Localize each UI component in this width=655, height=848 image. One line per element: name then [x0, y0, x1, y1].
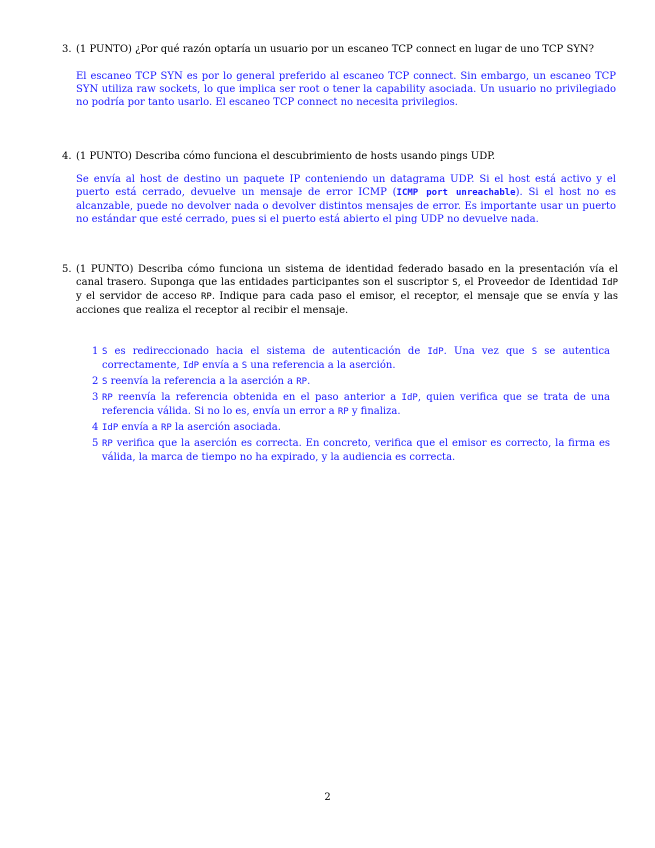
step-code: S [102, 377, 108, 387]
step-text: una referencia a la aserción. [247, 360, 396, 371]
question-text [76, 263, 618, 317]
step-text: envía a [199, 360, 242, 371]
step-text: es redireccionado hacia el sistema de autenticación de [107, 346, 428, 357]
step-code: IdP [427, 347, 444, 357]
question-number: 4. [62, 151, 72, 162]
question-3 [62, 43, 618, 56]
question-text-part: (1 PUNTO) Describa cómo funciona un sistema de identidad federado basado en la presentación vía el canal trasero. Suponga que las entidades participantes son el suscriptor [76, 264, 618, 288]
step-code: IdP [102, 423, 119, 433]
question-number: 3. [62, 44, 72, 55]
step-text: . [307, 376, 311, 387]
code-idp: IdP [601, 278, 618, 288]
step-item [92, 375, 610, 389]
question-text: (1 PUNTO) Describa cómo funciona el descubrimiento de hosts usando pings UDP. [76, 151, 496, 162]
step-code: RP [102, 393, 113, 403]
step-text: reenvía la referencia obtenida en el paso anterior a [112, 392, 402, 403]
answer-text: Se envía al host de destino un paquete IP conteniendo un datagrama UDP. Si el host está activo y el puerto está cerrado, devuelve un mensaje de error ICMP ( [76, 174, 616, 198]
step-item [92, 345, 610, 373]
question-5 [62, 263, 618, 317]
question-text: (1 PUNTO) ¿Por qué razón optaría un usuario por un escaneo TCP connect en lugar de uno TCP SYN? [76, 44, 595, 55]
page-number: 2 [324, 792, 331, 803]
question-number: 5. [62, 264, 72, 275]
step-code: S [241, 361, 248, 371]
step-number: 2 [92, 376, 99, 387]
step-text: , quien verifica que se trata de una referencia válida. Si no lo es, envía un error a [102, 392, 610, 417]
question-text-part: y el servidor de acceso [76, 291, 201, 302]
step-code: IdP [401, 393, 418, 403]
step-code: RP [296, 377, 308, 387]
step-text: la aserción asociada. [171, 422, 281, 433]
answer-4 [76, 173, 616, 226]
icmp-code: ICMP port unreachable [396, 188, 516, 198]
step-code: RP [337, 407, 349, 417]
step-text: envía a [118, 422, 161, 433]
code-rp: RP [200, 292, 212, 302]
code-subscriber: S [452, 278, 458, 288]
step-number: 1 [92, 346, 99, 357]
step-code: RP [102, 439, 113, 449]
step-item [92, 421, 610, 435]
step-code: S [102, 347, 108, 357]
question-text-part: , el Proveedor de Identidad [457, 277, 602, 288]
answer-5-steps [92, 345, 610, 466]
answer-text: ). Si el host no es alcanzable, puede no devolver nada o devolver distintos mensajes de error. Es importante usar un puerto no estándar que esté cerrado, pues si el puerto está abierto el ping UDP no devuelve nada. [76, 187, 617, 225]
step-text: verifica que la aserción es correcta. En concreto, verifica que el emisor es correcto, la firma es válida, la marca de tiempo no ha expirado, y la audiencia es correcta. [102, 438, 610, 463]
question-text-part: . Indique para cada paso el emisor, el receptor, el mensaje que se envía y las acciones que realiza el receptor al recibir el mensaje. [76, 291, 618, 316]
step-text: y finaliza. [348, 406, 401, 417]
step-number: 3 [92, 392, 99, 403]
step-code: S [531, 347, 538, 357]
step-text: . Una vez que [443, 346, 532, 357]
step-code: RP [160, 423, 172, 433]
step-code: IdP [182, 361, 200, 371]
answer-3: El escaneo TCP SYN es por lo general preferido al escaneo TCP connect. Sin embargo, un escaneo TCP SYN utiliza raw sockets, lo que implica ser root o tener la capability asociada. Un usuario no privilegiado no podría por tanto usarlo. El escaneo TCP connect no necesita privilegios. [76, 71, 616, 108]
step-number: 5 [92, 438, 99, 449]
step-item [92, 437, 610, 464]
step-item [92, 391, 610, 419]
step-text: se autentica correctamente, [102, 346, 611, 371]
step-number: 4 [92, 422, 99, 433]
step-text: reenvía la referencia a la aserción a [107, 376, 297, 387]
question-4 [62, 150, 618, 163]
